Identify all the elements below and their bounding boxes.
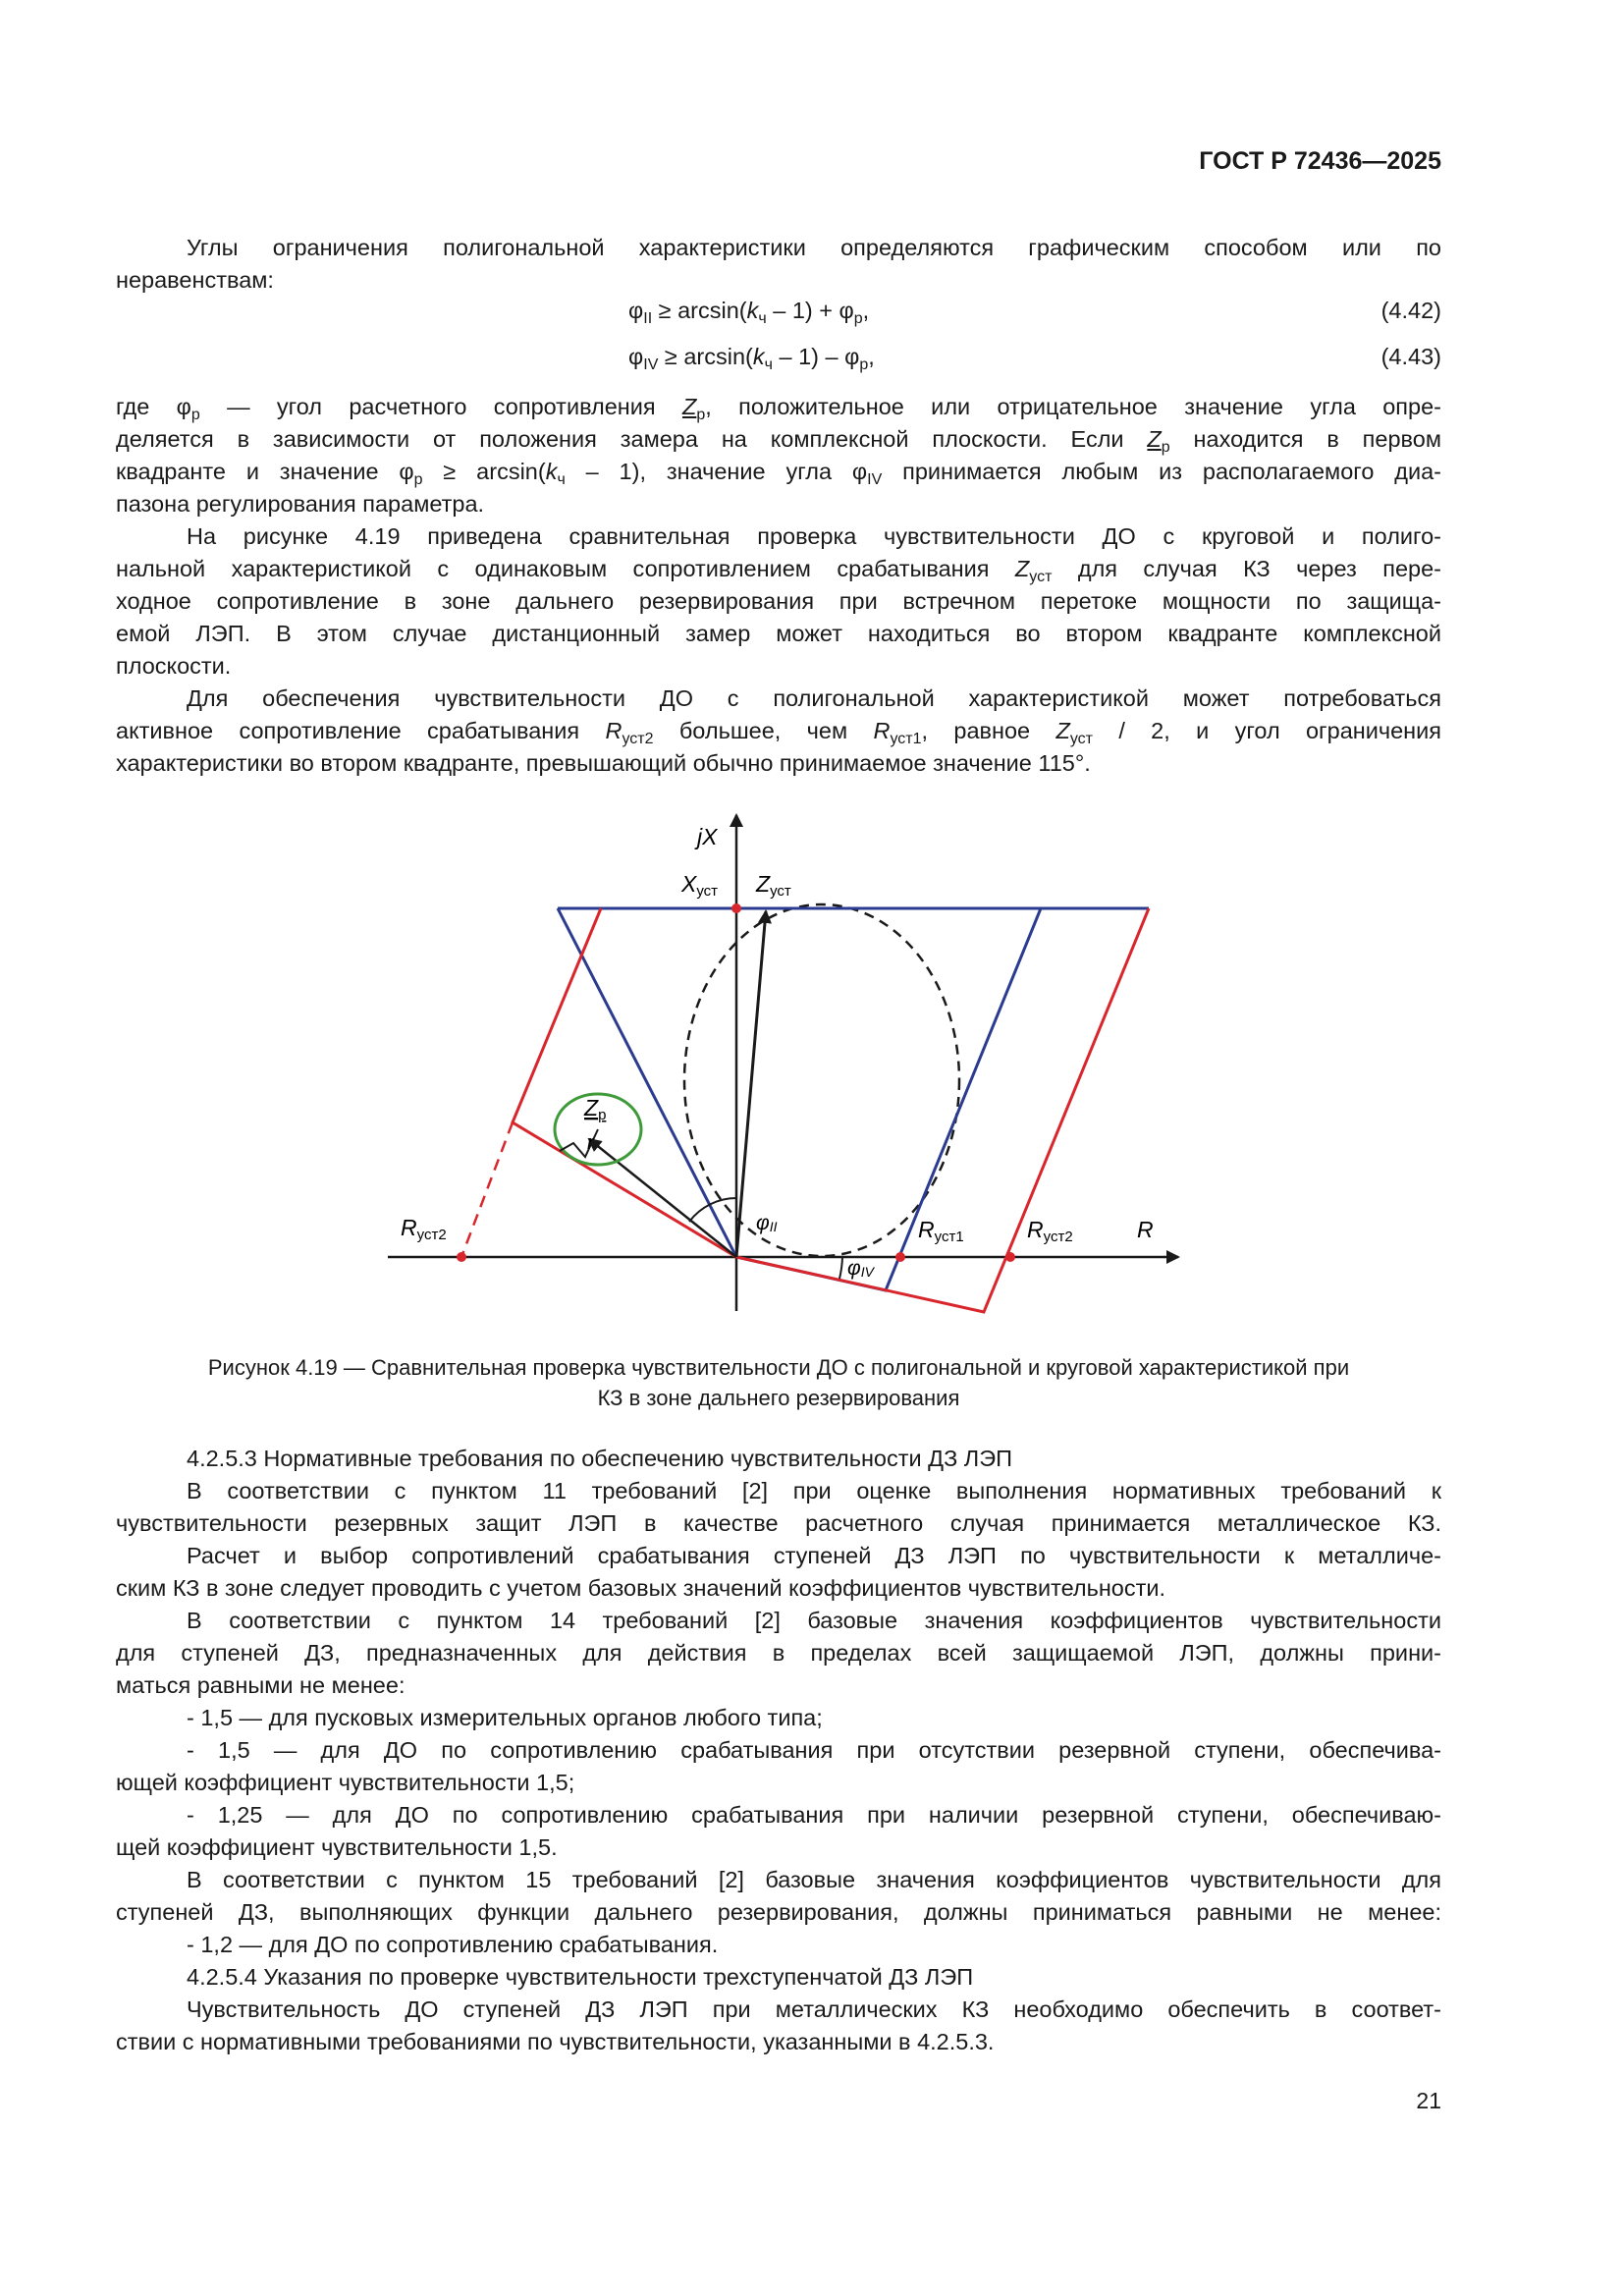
s4253-c1: В соответствии с пунктом 14 требований [2] базовые значения коэффициентов чувствительности — [187, 1608, 1441, 1633]
s4253-a1: В соответствии с пунктом 11 требований [2] при оценке выполнения нормативных требований к — [187, 1478, 1441, 1503]
section-4-2-5-3-title: 4.2.5.3 Нормативные требования по обеспечению чувствительности ДЗ ЛЭП — [187, 1446, 1013, 1471]
section-4-2-5-4-title: 4.2.5.4 Указания по проверке чувствительности трехступенчатой ДЗ ЛЭП — [187, 1964, 974, 1990]
s4253-g2: ступеней ДЗ, выполняющих функции дальнего резервирования, должны приниматься равными не менее: — [116, 1899, 1441, 1925]
rust2-left-label: Rуст2 — [401, 1215, 447, 1243]
rust2-right-label: Rуст2 — [1027, 1217, 1073, 1245]
zp-label: Zр — [584, 1095, 607, 1123]
p3-line-2: активное сопротивление срабатывания $R_{уст2}$ большее, чем $R_{уст1}$, равное $Z_{уст} / 2$, и угол ограничения — [116, 718, 1442, 747]
zust-vector — [736, 911, 766, 1257]
equation-number: (4.42) — [1380, 298, 1441, 323]
r-small-label: r — [587, 1132, 594, 1154]
document-header: ГОСТ Р 72436—2025 — [1199, 147, 1441, 175]
s4254-a1: Чувствительность ДО ступеней ДЗ ЛЭП при металлических КЗ необходимо обеспечить в соответ- — [187, 1996, 1441, 2022]
where-line-1: где $\varphi_р$ — угол расчетного сопротивления $Z_р$, положительное или отрицательное значение угла опре- — [116, 394, 1441, 423]
phi4-arc — [839, 1257, 842, 1279]
zust-label: Zуст — [756, 871, 791, 900]
rust2-right-point — [1005, 1252, 1015, 1262]
xust-point — [731, 903, 741, 913]
figure-caption-line-2: КЗ в зоне дальнего резервирования — [597, 1386, 960, 1410]
where-line-4: пазона регулирования параметра. — [116, 491, 485, 517]
p2-line-2: нальной характеристикой с одинаковым сопротивлением срабатывания $Z_{уст}$ для случая КЗ через пере- — [116, 556, 1442, 585]
s4254-a2: ствии с нормативными требованиями по чувствительности, указанными в 4.2.5.3. — [116, 2029, 995, 2054]
jx-label: jX — [697, 824, 718, 849]
where-line-3: квадранте и значение $\varphi_р \ge \arcsin(k_ч - 1)$, значение угла $\varphi_{IV}$ принимается любым из располагаемого диа- — [116, 459, 1441, 488]
red-dashed-extension — [461, 1122, 513, 1257]
s4253-c2: для ступеней ДЗ, предназначенных для действия в пределах всей защищаемой ЛЭП, должны прини- — [116, 1640, 1441, 1666]
equation-number: (4.43) — [1380, 344, 1441, 369]
rust1-point — [895, 1252, 905, 1262]
p3-line-3: характеристики во втором квадранте, превышающий обычно принимаемое значение 115°. — [116, 750, 1091, 776]
xust-label: Xуст — [681, 871, 719, 900]
r-axis-label: R — [1137, 1217, 1154, 1242]
p2-line-5: плоскости. — [116, 653, 232, 679]
s4253-f2: щей коэффициент чувствительности 1,5. — [116, 1834, 558, 1860]
s4253-a2: чувствительности резервных защит ЛЭП в качестве расчетного случая принимается металлическое КЗ. — [116, 1510, 1441, 1536]
s4253-d1: - 1,5 — для пусковых измерительных органов любого типа; — [187, 1705, 823, 1730]
s4253-h1: - 1,2 — для ДО по сопротивлению срабатывания. — [187, 1932, 719, 1957]
figure-caption-line-1: Рисунок 4.19 — Сравнительная проверка чувствительности ДО с полигональной и круговой характеристикой при — [207, 1355, 1350, 1380]
s4253-e2: ющей коэффициент чувствительности 1,5; — [116, 1770, 575, 1795]
p2-line-1: На рисунке 4.19 приведена сравнительная проверка чувствительности ДО с круговой и полиго- — [187, 523, 1441, 549]
equation-4-42: $\varphi_{II} \ge \arcsin(k_ч - 1) + \varphi_р$, (4.42) — [628, 298, 1441, 327]
circular-characteristic — [684, 904, 959, 1256]
zp-vector — [589, 1139, 736, 1257]
intro-line-2: неравенствам: — [116, 267, 274, 293]
s4253-e1: - 1,5 — для ДО по сопротивлению срабатывания при отсутствии резервной ступени, обеспечива- — [187, 1737, 1441, 1763]
s4253-c3: маться равными не менее: — [116, 1672, 406, 1698]
intro-line-1: Углы ограничения полигональной характеристики определяются графическим способом или по — [187, 235, 1441, 260]
p2-line-4: емой ЛЭП. В этом случае дистанционный замер может находиться во втором квадранте комплексной — [116, 621, 1441, 646]
rust1-label: Rуст1 — [918, 1217, 964, 1245]
phi2-label: φII — [756, 1212, 778, 1234]
s4253-f1: - 1,25 — для ДО по сопротивлению срабатывания при наличии резервной ступени, обеспечиваю- — [187, 1802, 1441, 1828]
s4253-g1: В соответствии с пунктом 15 требований [2] базовые значения коэффициентов чувствительности для — [187, 1867, 1441, 1892]
equation-4-43: $\varphi_{IV} \ge \arcsin(k_ч - 1) - \varphi_р$, (4.43) — [628, 344, 1441, 373]
s4253-b2: ским КЗ в зоне следует проводить с учетом базовых значений коэффициентов чувствительности. — [116, 1575, 1166, 1601]
s4253-b1: Расчет и выбор сопротивлений срабатывания ступеней ДЗ ЛЭП по чувствительности к металличе- — [187, 1543, 1441, 1568]
p2-line-3: ходное сопротивление в зоне дальнего резервирования при встречном перетоке мощности по защища- — [116, 588, 1441, 614]
page-number: 21 — [1416, 2088, 1441, 2113]
p3-line-1: Для обеспечения чувствительности ДО с полигональной характеристикой может потребоваться — [187, 685, 1441, 711]
where-line-2: деляется в зависимости от положения замера на комплексной плоскости. Если $Z_р$ находится в первом — [116, 426, 1441, 456]
phi4-label: φIV — [847, 1257, 874, 1280]
red-polygon-characteristic — [513, 908, 1149, 1312]
rust2-left-point — [457, 1252, 466, 1262]
